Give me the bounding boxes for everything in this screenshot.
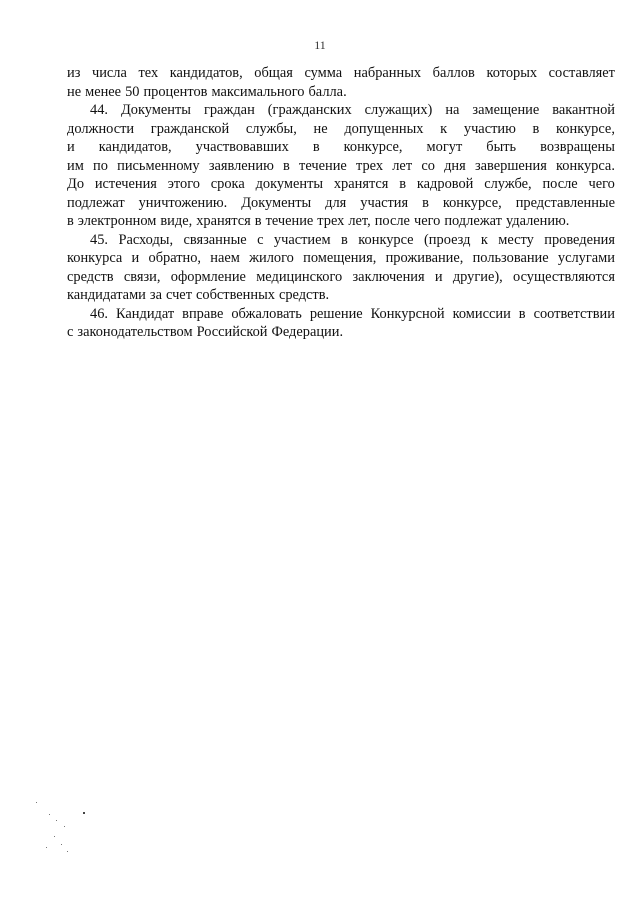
text-line [67, 305, 615, 324]
word: службы, [245, 120, 297, 137]
word: осуществляются [513, 268, 615, 285]
word: по [93, 157, 108, 174]
word: хранятся [196, 213, 251, 229]
text-line [67, 194, 615, 213]
text-line [67, 120, 615, 139]
word: уничтожению. [138, 194, 228, 211]
word: в [312, 139, 320, 155]
word: максимального [211, 83, 305, 100]
text-line [67, 231, 615, 250]
word: лет [392, 157, 413, 174]
word: Федерации. [271, 324, 344, 340]
word: составляет [548, 65, 615, 81]
word: чего [413, 213, 441, 229]
word: течение [265, 213, 314, 229]
word: гражданской [150, 120, 230, 137]
word: обратно, [148, 250, 202, 266]
word: связи, [123, 268, 161, 285]
paragraph-continuation [67, 64, 615, 101]
word: для [325, 194, 347, 211]
word: вправе [182, 305, 224, 322]
text-line [67, 101, 615, 120]
word: в [341, 231, 348, 248]
word: законодательством [77, 324, 193, 340]
word: быть [486, 139, 517, 155]
word: услугами [557, 250, 615, 266]
word: после [542, 176, 578, 192]
word: участия [360, 194, 409, 211]
word: тех [138, 65, 159, 81]
word: трех [355, 157, 384, 174]
word: медицинского [256, 268, 343, 285]
paragraph-45 [67, 231, 615, 305]
word: представленные [515, 194, 615, 211]
text-line [67, 323, 615, 342]
word: со [421, 157, 435, 174]
word: к [480, 231, 488, 248]
word: заключения [352, 268, 425, 285]
word: вакантной [552, 102, 615, 118]
word: Российской [196, 324, 268, 340]
word: соответствии [533, 305, 615, 322]
word: в [67, 213, 74, 229]
word: допущенных [344, 120, 424, 137]
word: и [131, 250, 140, 266]
word: кандидатами [67, 287, 146, 303]
word: числа [91, 65, 127, 81]
text-line [67, 157, 615, 176]
word: письменному [117, 157, 200, 174]
word: не [67, 83, 82, 100]
word: которых [486, 65, 538, 81]
word: конкурсе [358, 231, 414, 248]
word: чего [588, 176, 615, 192]
word: решение [309, 305, 363, 322]
word: в [532, 120, 540, 137]
word: кандидатов, [98, 139, 172, 155]
word: общая [254, 65, 293, 81]
word: набранных [353, 65, 422, 81]
word: граждан [203, 102, 255, 118]
document-body [67, 64, 615, 342]
text-line [67, 138, 615, 157]
word: удалению. [505, 213, 570, 229]
word: хранятся [333, 176, 389, 192]
word: наем [210, 250, 240, 266]
word: конкурса [67, 250, 123, 266]
word: из [67, 65, 81, 81]
word: возвращены [540, 139, 615, 155]
word: течение [299, 157, 347, 174]
word: средств. [278, 287, 330, 303]
word: кандидатов, [169, 65, 243, 81]
word: в [399, 176, 407, 192]
word: службе, [484, 176, 532, 192]
word: пользование [472, 250, 549, 266]
word: конкурса. [556, 157, 615, 174]
word: с [257, 231, 264, 248]
word: в [254, 213, 262, 229]
word: и [434, 268, 443, 285]
word: Документы [120, 102, 191, 118]
word: 50 [125, 83, 140, 100]
word: документы [255, 176, 324, 192]
word: участию [463, 120, 516, 137]
word: не [313, 120, 328, 137]
word: трех [317, 213, 345, 229]
word: участвовавших [195, 139, 289, 155]
word: на [445, 102, 460, 118]
word: 45. [90, 231, 108, 248]
word: собственных [195, 287, 275, 303]
word: До [67, 176, 85, 192]
word: истечения [94, 176, 157, 192]
text-line [67, 64, 615, 83]
word: замещение [472, 102, 540, 118]
word: им [67, 157, 84, 174]
word: могут [426, 139, 463, 155]
word: конкурсе, [556, 120, 615, 137]
paragraph-44 [67, 101, 615, 231]
word: за [149, 287, 162, 303]
text-line [67, 286, 615, 305]
word: к [440, 120, 448, 137]
word: жилого [249, 250, 294, 266]
word: 46. [90, 305, 108, 322]
word: средств [67, 268, 114, 285]
text-line [67, 175, 615, 194]
word: после [374, 213, 410, 229]
word: комиссии [452, 305, 511, 322]
word: (проезд [424, 231, 471, 248]
paragraph-46 [67, 305, 615, 342]
word: подлежат [444, 213, 502, 229]
word: обжаловать [231, 305, 302, 322]
word: в [518, 305, 526, 322]
word: помещения, [303, 250, 377, 266]
word: конкурсе, [343, 139, 403, 155]
word: проведения [544, 231, 615, 248]
word: Расходы, [118, 231, 174, 248]
word: виде, [160, 213, 193, 229]
word: другие), [452, 268, 503, 285]
word: баллов [432, 65, 475, 81]
word: сумма [304, 65, 343, 81]
word: Документы [241, 194, 312, 211]
word: Конкурсной [370, 305, 445, 322]
word: должности [67, 120, 135, 137]
word: оформление [170, 268, 246, 285]
word: лет, [348, 213, 371, 229]
word: в [283, 157, 290, 174]
text-line [67, 212, 615, 231]
word: участием [273, 231, 331, 248]
word: связанные [183, 231, 247, 248]
word: этого [167, 176, 200, 192]
word: заявлению [208, 157, 274, 174]
word: с [67, 324, 74, 340]
word: месту [498, 231, 534, 248]
word: срока [210, 176, 245, 192]
word: служащих) [364, 102, 433, 118]
text-line [67, 83, 615, 102]
word: счет [165, 287, 192, 303]
word: и [67, 139, 75, 155]
word: дня [444, 157, 466, 174]
text-line [67, 268, 615, 287]
word: балла. [308, 83, 347, 100]
word: процентов [143, 83, 208, 100]
word: конкурсе, [442, 194, 502, 211]
scan-noise-marks [34, 800, 94, 860]
word: менее [85, 83, 122, 100]
word: кадровой [416, 176, 474, 192]
word: Кандидат [116, 305, 175, 322]
word: электронном [77, 213, 157, 229]
word: 44. [90, 102, 108, 118]
word: в [422, 194, 429, 211]
page-number: 11 [314, 38, 326, 52]
word: подлежат [67, 194, 125, 211]
text-line [67, 249, 615, 268]
word: проживание, [385, 250, 464, 266]
word: (гражданских [267, 102, 352, 118]
word: завершения [474, 157, 547, 174]
